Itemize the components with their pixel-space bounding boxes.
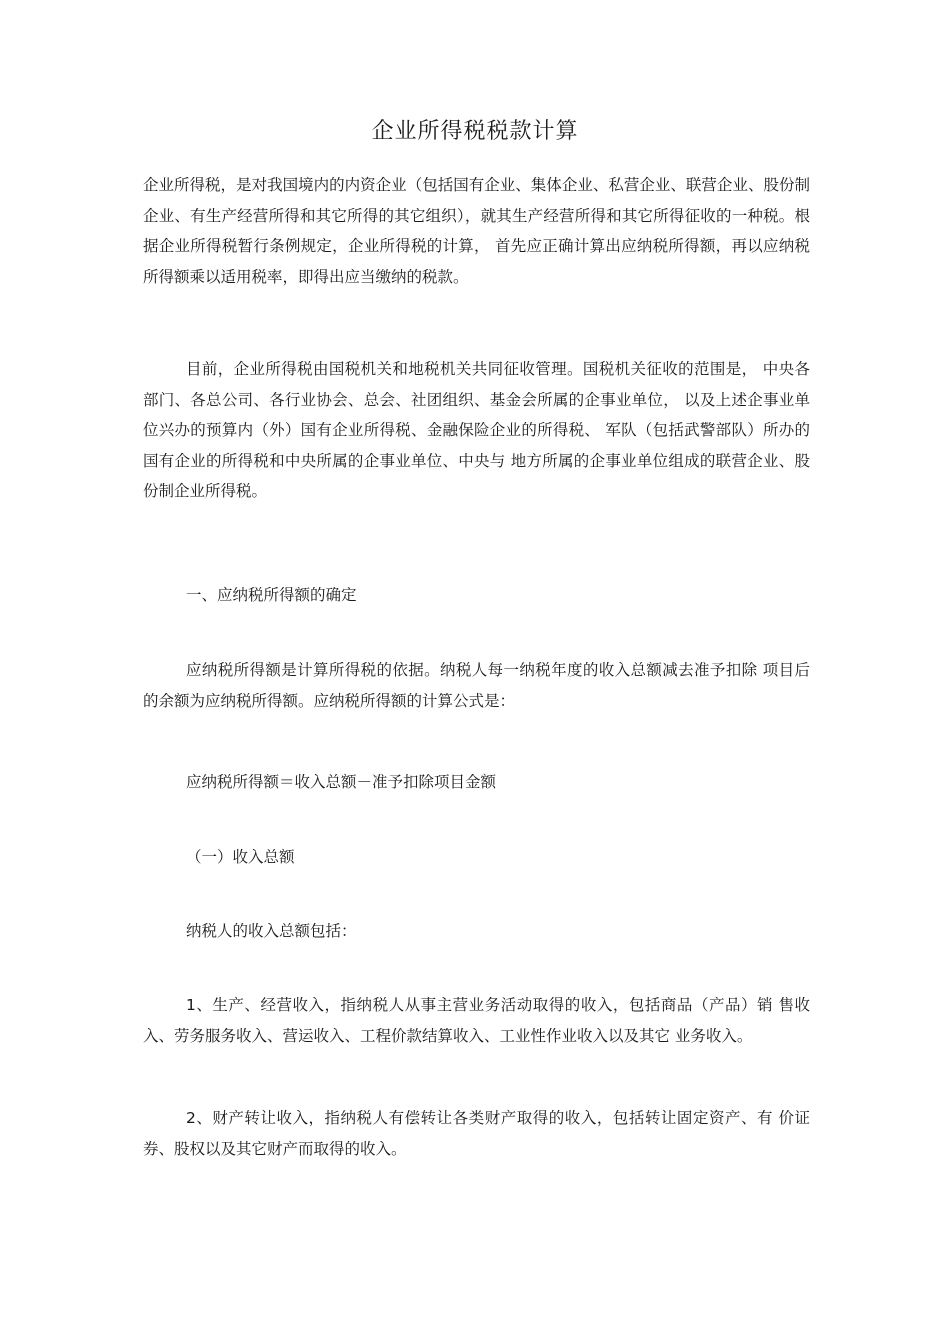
paragraph-taxable-income-definition: 应纳税所得额是计算所得税的依据。纳税人每一纳税年度的收入总额减去准予扣除 项目后的余额为应纳税所得额。应纳税所得额的计算公式是： xyxy=(143,661,810,710)
paragraph-total-income-includes: 纳税人的收入总额包括： xyxy=(186,922,357,940)
paragraph-collection-scope: 目前，企业所得税由国税机关和地税机关共同征收管理。国税机关征收的范围是， 中央各部门、各总公司、各行业协会、总会、社团组织、基金会所属的企事业单位， 以及上述企事业单位兴办的预算内（外）国有企业所得税、金融保险企业的所得税、 军队（包括武警部队）所办的国有企业的所得税和中央所属的企事业单位、中央与 地方所属的企事业单位组成的联营企业、股份制企业所得税。 xyxy=(143,360,810,500)
document-title: 企业所得税税款计算 xyxy=(371,119,579,144)
formula-taxable-income: 应纳税所得额＝收入总额－准予扣除项目金额 xyxy=(186,773,497,791)
section-heading-1: 一、应纳税所得额的确定 xyxy=(186,586,357,604)
list-item-operating-income: 1、生产、经营收入，指纳税人从事主营业务活动取得的收入，包括商品（产品）销 售收入、劳务服务收入、营运收入、工程价款结算收入、工业性作业收入以及其它 业务收入。 xyxy=(143,996,810,1045)
subsection-heading-total-income: （一）收入总额 xyxy=(186,848,295,866)
list-item-property-transfer-income: 2、财产转让收入，指纳税人有偿转让各类财产取得的收入，包括转让固定资产、有 价证券、股权以及其它财产而取得的收入。 xyxy=(143,1109,810,1158)
paragraph-intro: 企业所得税，是对我国境内的内资企业（包括国有企业、集体企业、私营企业、联营企业、股份制企业、有生产经营所得和其它所得的其它组织），就其生产经营所得和其它所得征收的一种税。根据企业所得税暂行条例规定，企业所得税的计算， 首先应正确计算出应纳税所得额，再以应纳税所得额乘以适用税率，即得出应当缴纳的税款。 xyxy=(143,176,810,286)
